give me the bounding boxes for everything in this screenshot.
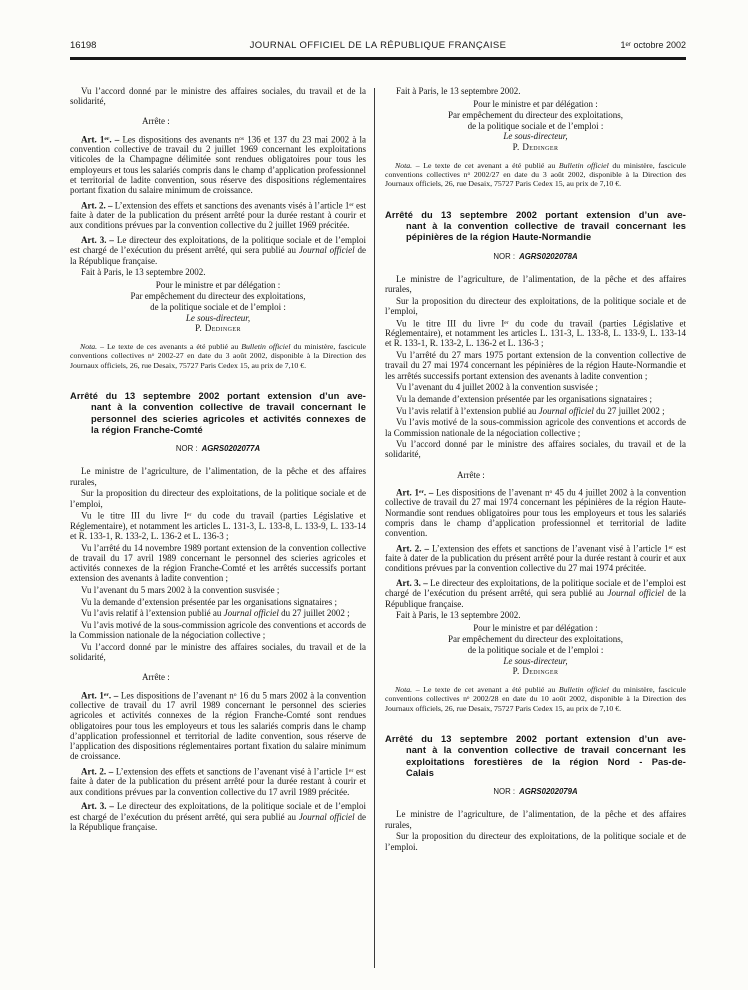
text-segment-i: Bulletin officiel [558,684,609,694]
signature-line: Le sous-directeur, [503,131,568,142]
text-segment: Vu l’avis relatif à l’extension publié au [81,608,224,619]
text-segment: Vu l’accord donné par le ministre des affaires sociales, du travail et de la solidarité, [70,86,366,107]
heading-line: pépinières de la région Haute-Normandie [406,232,592,243]
text-segment-i: Bulletin officiel [558,160,609,170]
text-segment-i: Journal officiel [298,811,355,822]
text-segment: Les dispositions de l’avenant n [436,487,550,498]
signature-line: Pour le ministre et par délégation : [155,280,281,291]
text-segment: Vu l’accord donné par le ministre des affaires sociales, du travail et de la solidarité, [70,642,366,663]
signature-line: Par empêchement du directeur des exploitations, [448,109,623,120]
text-segment: du 27 juillet 2002 ; [278,608,350,619]
paragraph [70,488,366,508]
text-segment: Sur la proposition du directeur des exploitations, de la politique sociale et de l’emploi, [70,488,366,509]
text-segment: Vu l’avis relatif à l’extension publié au [396,405,539,416]
article-paragraph [70,801,366,832]
text-segment-sup: er [668,544,674,551]
text-segment: Le directeur des exploitations, de la politique sociale et de l’emploi est chargé de l’exécution du présent arrêté, qui sera publié au [385,578,686,599]
text-segment: Arrête : [142,116,170,127]
text-segment: 45 du 4 juillet 2002 à la convention collective de travail du 27 mai 1974 concernant les pépinières de la région Haute-Normandie sont rendues obligatoires pour tous les employeurs et tous les salariés compris dans le champ d’application professionnel et territorial de ladite convention. [385,487,686,538]
text-segment: de la République française. [70,245,366,266]
paragraph [385,382,686,392]
text-segment: Arrête : [457,469,485,480]
text-segment: – Le texte de cet avenant a été publié au [412,160,559,170]
nor-value: AGRS0202078A [519,251,578,261]
text-segment: du 27 juillet 2002 ; [593,405,665,416]
text-segment: du ministère, fascicule conventions collectives n [70,341,366,361]
section-heading [70,391,366,437]
text-segment: Vu l’avis motivé de la sous-commission agricole des conventions et accords de la Commission nationale de la négociation collective ; [70,620,366,641]
text-segment: Fait à Paris, le 13 septembre 2002. [81,267,206,278]
text-segment: L’extension des effets et sanctions de l’avenant visé à l’article 1 [115,766,350,777]
nota-note [70,342,366,370]
paragraph [385,86,686,96]
heading-line: nant à la convention collective de travail concernant le [91,402,366,413]
text-segment: Vu l’arrêté du 27 mars 1975 portant extension de la convention collective de travail du 27 mai 1974 concernant les pépinières de la région Haute-Normandie et les arrêtés successifs portant extension des avenants à ladite convention ; [385,350,686,381]
paragraph [70,597,366,607]
text-segment-b: Art. 3. – [396,578,431,589]
paragraph [70,543,366,584]
paragraph [70,642,366,662]
heading-line: nant à la convention collective de travail concernant les [406,745,686,756]
text-segment-b: Art. 1 [81,133,105,144]
text-segment: Vu l’avenant du 4 juillet 2002 à la convention susvisée ; [396,382,598,393]
text-segment-i: Bulletin officiel [241,341,291,351]
column-divider [374,88,375,968]
text-segment-bsup: er [418,488,424,495]
paragraph [70,510,366,541]
paragraph [70,466,366,486]
article-paragraph [70,134,366,196]
text-segment: 2002/27 en date du 3 août 2002, disponible à la Direction des Journaux officiels, 26, rue Desaix, 75727 Paris Cedex 15, au prix de 7,10 €. [385,170,686,189]
text-segment-i: Journal officiel [298,245,355,256]
text-segment: du code du travail (parties Législative et Réglementaire), et notamment les articles L. 131-3, L. 133-8, L. 133-9, L. 133-14 et R. 133-1, R. 133-2, L. 136-2 et L. 136-3 ; [385,317,686,349]
right-column [385,86,686,853]
signature-block [385,99,686,153]
text-segment: Fait à Paris, le 13 septembre 2002. [396,610,521,621]
signature-line: de la politique sociale et de l’emploi : [467,644,604,655]
article-paragraph [385,543,686,574]
text-segment-b: Art. 3. – [81,801,117,812]
text-segment: Le ministre de l’agriculture, de l’alimentation, de la pêche et des affaires rurales, [385,809,686,830]
text-segment: Le ministre de l’agriculture, de l’alimentation, de la pêche et des affaires rurales, [385,273,686,295]
paragraph [385,406,686,416]
text-segment: du ministère, fascicule conventions collectives n [385,684,686,704]
text-segment-b: . – [423,487,437,498]
article-paragraph [385,578,686,609]
text-segment-sup: o [549,488,553,495]
text-segment: 2002-27 en date du 3 août 2002, disponible à la Direction des Journaux officiels, 26, rue Desaix, 75727 Paris Cedex 15, au prix de 7,10 €. [70,351,366,370]
text-segment-sup: er [504,319,509,326]
heading-line: personnel des scieries agricoles et activités connexes de [91,413,366,424]
signature-line: Par empêchement du directeur des exploitations, [130,291,306,302]
text-segment: L’extension des effets et sanctions des avenants visés à l’article 1 [114,199,350,210]
text-segment-sup: er [349,767,354,774]
signature-line: P. Dedinger [195,323,241,334]
text-segment: Vu la demande d’extension présentée par les organisations signataires ; [396,393,652,404]
text-segment-sup: er [349,201,354,208]
paragraph [385,318,686,349]
text-segment: Vu la demande d’extension présentée par les organisations signataires ; [81,596,337,607]
nor-value: AGRS0202077A [201,444,261,454]
header-rule [70,57,686,60]
text-segment-b: Art. 1 [396,487,419,498]
paragraph [385,350,686,381]
signature-line: Pour le ministre et par délégation : [473,99,598,110]
text-segment: Le directeur des exploitations, de la politique sociale et de l’emploi est chargé de l’exécution du présent arrêté, qui sera publié au [70,801,366,822]
nor-reference [385,787,686,796]
text-segment: Vu l’avis motivé de la sous-commission agricole des conventions et accords de la Commission nationale de la négociation collective ; [385,417,686,438]
paragraph [385,610,686,620]
paragraph [385,394,686,404]
nor-label: NOR : [493,251,516,261]
signature-line: P. Dedinger [512,142,559,153]
text-segment-i: Nota. [395,684,413,694]
text-segment-b: . – [109,133,123,144]
paragraph [385,417,686,437]
article-paragraph [385,487,686,538]
nor-value: AGRS0202079A [519,787,578,797]
paragraph [70,86,366,106]
page-header [70,40,686,54]
text-segment: Vu le titre III du livre I [396,317,505,328]
signature-line: de la politique sociale et de l’emploi : [467,120,604,131]
text-segment: – Le texte de ces avenants a été publié au [97,341,242,351]
text-segment: de la République française. [70,811,366,832]
paragraph [385,809,686,829]
article-paragraph [70,235,366,266]
text-segment-i: Journal officiel [538,405,594,416]
text-segment: – Le texte de cet avenant a été publié au [412,684,559,694]
signature-line: Par empêchement du directeur des exploitations, [448,634,623,645]
nor-label: NOR : [493,787,516,797]
paragraph [385,439,686,459]
text-segment-b: Art. 2. – [396,543,432,553]
text-segment-bsup: er [103,691,109,698]
heading-line: Arrêté du 13 septembre 2002 portant extension d’un ave- [385,733,686,744]
left-column [70,86,366,833]
arrete-formula [385,470,686,480]
signature-block [70,280,366,334]
text-segment: de la République française. [385,588,686,609]
section-heading [385,210,686,244]
text-segment: 136 et 137 du 23 mai 2002 à la convention collective de travail du 2 juillet 1969 concernant les exploitations viticoles de la Champagne délimitée sont rendues obligatoires pour tous les employeurs et tous les salariés compris dans le champ d’application professionnel et territorial de ladite convention, sous réserve des dispositions réglementaires portant fixation du salaire minimum de croissance. [70,133,366,195]
text-segment-sup: o [151,353,155,359]
article-paragraph [70,766,366,797]
heading-line: Arrêté du 13 septembre 2002 portant extension d’un ave- [70,390,366,401]
signature-line: Le sous-directeur, [185,312,251,323]
text-segment: est faite à dater de la publication du présent arrêté pour la durée restant à courir et aux conditions prévues par la convention collective du 17 avril 1989 précitée. [70,766,367,797]
text-segment-bsup: er [104,135,110,142]
text-segment: Sur la proposition du directeur des exploitations, de la politique sociale et de l’emploi, [385,295,686,316]
text-segment: Les dispositions de l’avenant n [120,689,234,700]
issue-date: 1ᵉʳ octobre 2002 [620,40,686,50]
text-segment-sup: er [186,512,192,519]
text-segment-b: Art. 3. – [81,235,117,246]
text-segment: 2002/28 en date du 10 août 2002, disponible à la Direction des Journaux officiels, 26, rue Desaix, 75727 Paris Cedex 15, au prix de 7,10 €. [385,694,686,713]
text-segment-sup: o [467,696,470,702]
section-heading [385,734,686,780]
text-segment: Vu le titre III du livre I [81,510,187,521]
paragraph [385,274,686,294]
text-segment-i: Journal officiel [607,588,664,599]
text-segment: Le ministre de l’agriculture, de l’alimentation, de la pêche et des affaires rurales, [70,466,366,487]
heading-line: Calais [406,768,434,779]
text-segment-b: Art. 2. – [81,766,116,777]
heading-line: Arrêté du 13 septembre 2002 portant extension d’un ave- [385,209,686,220]
text-segment-i: Nota. [395,160,413,170]
heading-line: exploitations forestières de la région Nord - Pas-de- [406,756,686,767]
paragraph [70,585,366,595]
nota-note [385,685,686,713]
text-segment: Le directeur des exploitations, de la politique sociale et de l’emploi est chargé de l’exécution du présent arrêté, qui sera publié au [70,235,366,256]
article-paragraph [70,200,366,231]
paragraph [70,608,366,618]
text-segment: du ministère, fascicule conventions collectives n [385,160,686,180]
arrete-formula [70,672,366,682]
text-segment: Fait à Paris, le 13 septembre 2002. [396,86,521,96]
paragraph [385,831,686,851]
arrete-formula [70,116,366,126]
text-segment: Arrête : [142,672,170,683]
text-segment: Sur la proposition du directeur des exploitations, de la politique sociale et de l’emploi. [385,831,686,852]
text-segment-sup: o [233,691,237,698]
text-segment: est faite à dater de la publication du présent arrêté pour la durée restant à courir et aux conditions prévues par la convention collective du 27 mai 1974 précitée. [385,543,686,574]
text-segment: Les dispositions des avenants n [122,133,240,144]
text-segment-b: . – [108,689,121,700]
text-segment: est faite à dater de la publication du présent arrêté pour la durée restant à courir et aux conditions prévues par la convention collective du 2 juillet 1969 précitée. [70,199,366,231]
heading-line: nant à la convention collective de travail concernant les [406,221,686,232]
page-number: 16198 [70,40,97,51]
signature-block [385,623,686,677]
nor-reference [70,444,366,453]
signature-line: de la politique sociale et de l’emploi : [150,301,286,312]
nota-note [385,161,686,189]
text-segment-i: Journal officiel [223,608,279,619]
article-paragraph [70,690,366,762]
journal-title: JOURNAL OFFICIEL DE LA RÉPUBLIQUE FRANÇAISE [249,40,507,51]
paragraph [70,620,366,640]
nor-label: NOR : [175,444,198,454]
text-segment: Vu l’accord donné par le ministre des affaires sociales, du travail et de la solidarité, [385,439,686,460]
heading-line: la région Franche-Comté [91,425,203,436]
nor-reference [385,252,686,261]
text-segment: L’extension des effets et sanctions de l’avenant visé à l’article 1 [431,543,669,553]
text-segment-b: Art. 2. – [81,199,115,210]
signature-line: P. Dedinger [512,666,559,677]
paragraph [385,296,686,316]
text-segment-b: Art. 1 [81,689,104,700]
signature-line: Pour le ministre et par délégation : [473,623,598,634]
paragraph [70,267,366,277]
text-segment-i: Nota. [80,341,98,351]
text-segment-sup: o [467,172,471,178]
signature-line: Le sous-directeur, [503,655,568,666]
text-segment: 16 du 5 mars 2002 à la convention collective de travail du 17 avril 1989 concernant le personnel des scieries agricoles et activités connexes de la région Franche-Comté sont rendues obligatoires pour tous les employeurs et tous les salariés compris dans le champ d’application professionnel et territorial de ladite convention, sous réserve de l’application des dispositions réglementaires portant fixation du salaire minimum de croissance. [70,689,367,762]
text-segment: Vu l’avenant du 5 mars 2002 à la convention susvisée ; [81,585,280,596]
text-segment-sup: os [239,135,245,142]
text-segment: Vu l’arrêté du 14 novembre 1989 portant extension de la convention collective de travail du 17 avril 1989 concernant le personnel des scieries agricoles et activités connexes de la région Franche-Comté et les arrêtés successifs portant extension des avenants à ladite convention ; [70,542,366,584]
text-segment: du code du travail (parties Législative et Réglementaire), et notamment les articles L. 131-3, L. 133-8, L. 133-9, L. 133-14 et R. 133-1, R. 133-2, L. 136-2 et L. 136-3 ; [70,510,366,541]
